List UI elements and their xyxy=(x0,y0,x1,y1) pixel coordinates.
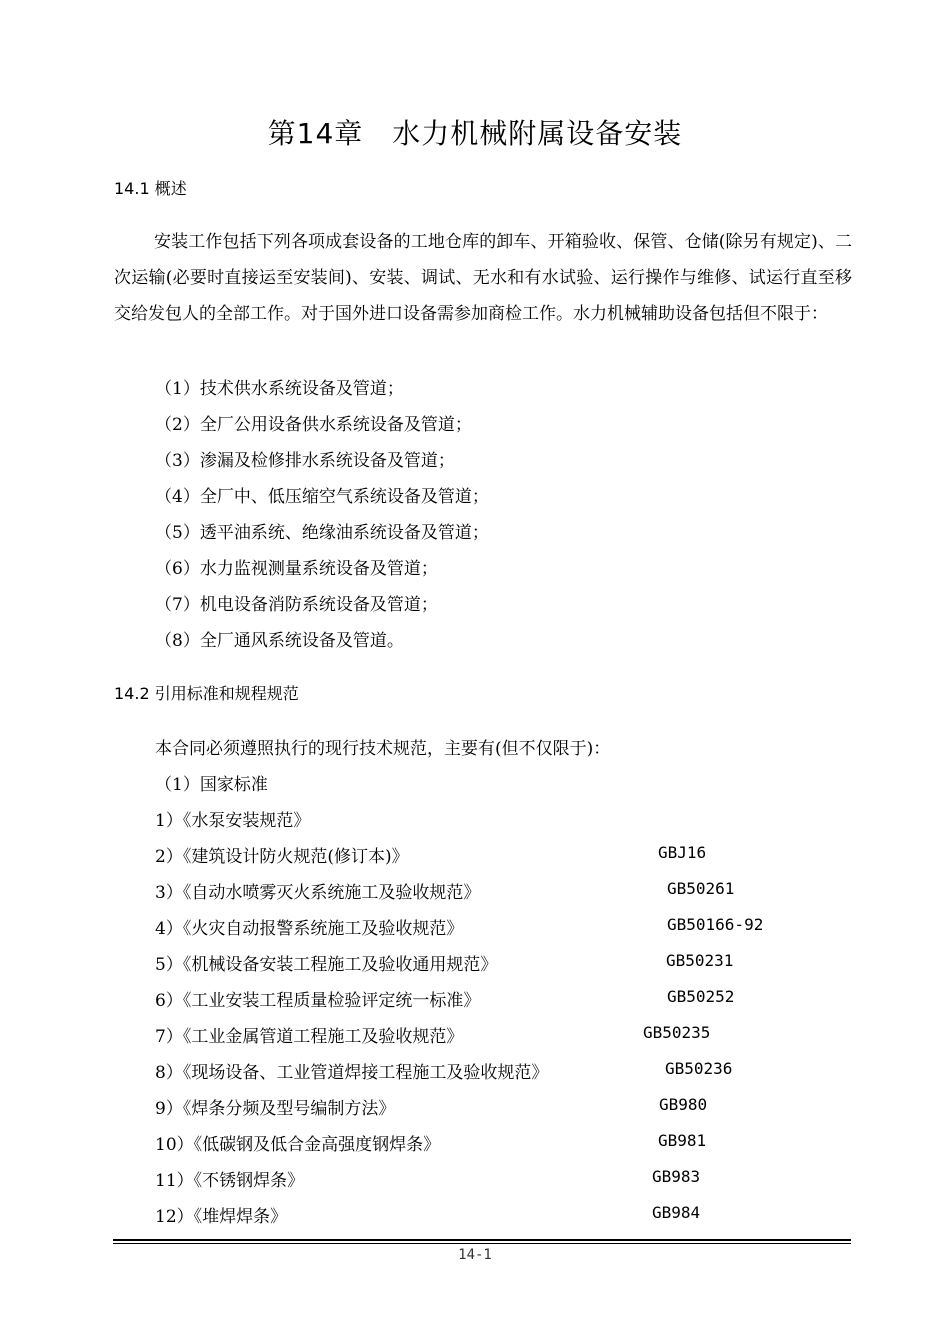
reference-code: GB50252 xyxy=(667,987,735,1006)
overview-list-item: （2）全厂公用设备供水系统设备及管道； xyxy=(155,415,472,435)
reference-code: GB50261 xyxy=(667,879,735,898)
overview-list-item: （4）全厂中、低压缩空气系统设备及管道； xyxy=(155,487,489,507)
reference-title: 1）《水泵安装规范》 xyxy=(155,811,311,831)
overview-list-item: （8）全厂通风系统设备及管道。 xyxy=(155,631,404,651)
chapter-title: 第14章 水力机械附属设备安装 xyxy=(267,117,683,150)
standards-category: （1）国家标准 xyxy=(155,775,268,795)
reference-title: 5）《机械设备安装工程施工及验收通用规范》 xyxy=(155,955,498,975)
overview-paragraph: 安装工作包括下列各项成套设备的工地仓库的卸车、开箱验收、保管、仓储(除另有规定)、二次运输(必要时直接运至安装间)、安装、调试、无水和有水试验、运行操作与维修、试运行直至移交给发包人的全部工作。对于国外进口设备需参加商检工作。水力机械辅助设备包括但不限于： xyxy=(114,232,852,324)
reference-code: GBJ16 xyxy=(658,843,707,862)
reference-title: 2）《建筑设计防火规范(修订本)》 xyxy=(155,847,409,867)
overview-list-item: （1）技术供水系统设备及管道； xyxy=(155,379,404,399)
overview-list-item: （7）机电设备消防系统设备及管道； xyxy=(155,595,438,615)
footer-divider xyxy=(113,1239,851,1241)
overview-list-item: （6）水力监视测量系统设备及管道； xyxy=(155,559,438,579)
reference-title: 12）《堆焊焊条》 xyxy=(155,1207,288,1227)
reference-title: 11）《不锈钢焊条》 xyxy=(155,1171,305,1191)
reference-title: 10）《低碳钢及低合金高强度钢焊条》 xyxy=(155,1135,441,1155)
footer-divider-thin xyxy=(113,1243,851,1244)
reference-title: 9）《焊条分频及型号编制方法》 xyxy=(155,1099,396,1119)
overview-list-item: （5）透平油系统、绝缘油系统设备及管道； xyxy=(155,523,489,543)
reference-code: GB50235 xyxy=(643,1023,711,1042)
reference-code: GB50231 xyxy=(666,951,734,970)
section-heading-standards: 14.2 引用标准和规程规范 xyxy=(114,684,299,703)
page-number: 14-1 xyxy=(458,1247,492,1263)
overview-list-item: （3）渗漏及检修排水系统设备及管道； xyxy=(155,451,455,471)
reference-code: GB981 xyxy=(658,1131,707,1150)
reference-code: GB50236 xyxy=(665,1059,733,1078)
reference-code: GB984 xyxy=(652,1203,701,1222)
reference-code: GB983 xyxy=(652,1167,701,1186)
reference-title: 7）《工业金属管道工程施工及验收规范》 xyxy=(155,1027,464,1047)
reference-title: 6）《工业安装工程质量检验评定统一标准》 xyxy=(155,991,481,1011)
reference-code: GB980 xyxy=(659,1095,708,1114)
section-heading-overview: 14.1 概述 xyxy=(114,179,187,198)
standards-intro: 本合同必须遵照执行的现行技术规范，主要有(但不仅限于)： xyxy=(155,739,611,759)
reference-code: GB50166-92 xyxy=(667,915,764,934)
reference-title: 3）《自动水喷雾灭火系统施工及验收规范》 xyxy=(155,883,481,903)
reference-title: 8）《现场设备、工业管道焊接工程施工及验收规范》 xyxy=(155,1063,549,1083)
reference-title: 4）《火灾自动报警系统施工及验收规范》 xyxy=(155,919,464,939)
